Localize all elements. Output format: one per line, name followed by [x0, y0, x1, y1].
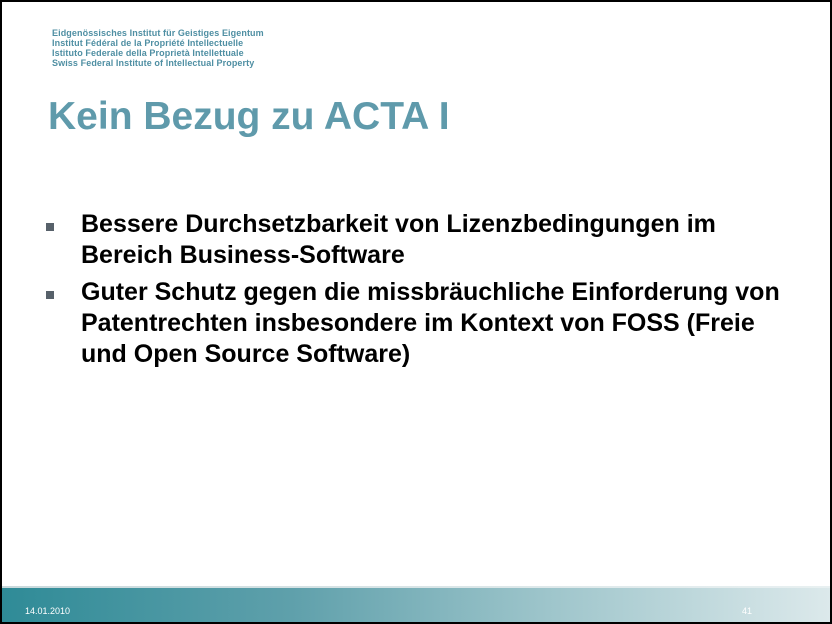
slide-title: Kein Bezug zu ACTA I — [48, 95, 450, 138]
square-bullet-icon — [46, 223, 54, 231]
bullet-text: Guter Schutz gegen die missbräuchliche Einforderung von Patentrechten insbesondere im Kontext von FOSS (Freie und Open Source Software) — [81, 278, 780, 368]
institute-name-italian: Istituto Federale della Proprietà Intellettuale — [52, 48, 244, 58]
bullet-item — [46, 277, 806, 370]
institute-name-english: Swiss Federal Institute of Intellectual Property — [52, 58, 255, 68]
institute-name-german: Eidgenössisches Institut für Geistiges Eigentum — [52, 28, 264, 38]
bullet-list — [46, 209, 806, 376]
square-bullet-icon — [46, 291, 54, 299]
page-number: 41 — [741, 606, 752, 616]
institute-name-french: Institut Fédéral de la Propriété Intellectuelle — [52, 38, 244, 48]
bullet-item — [46, 209, 806, 271]
footer-date: 14.01.2010 — [25, 606, 71, 616]
footer-band — [2, 588, 830, 622]
institute-header — [52, 28, 264, 68]
bullet-text: Bessere Durchsetzbarkeit von Lizenzbedingungen im Bereich Business-Software — [81, 210, 716, 269]
